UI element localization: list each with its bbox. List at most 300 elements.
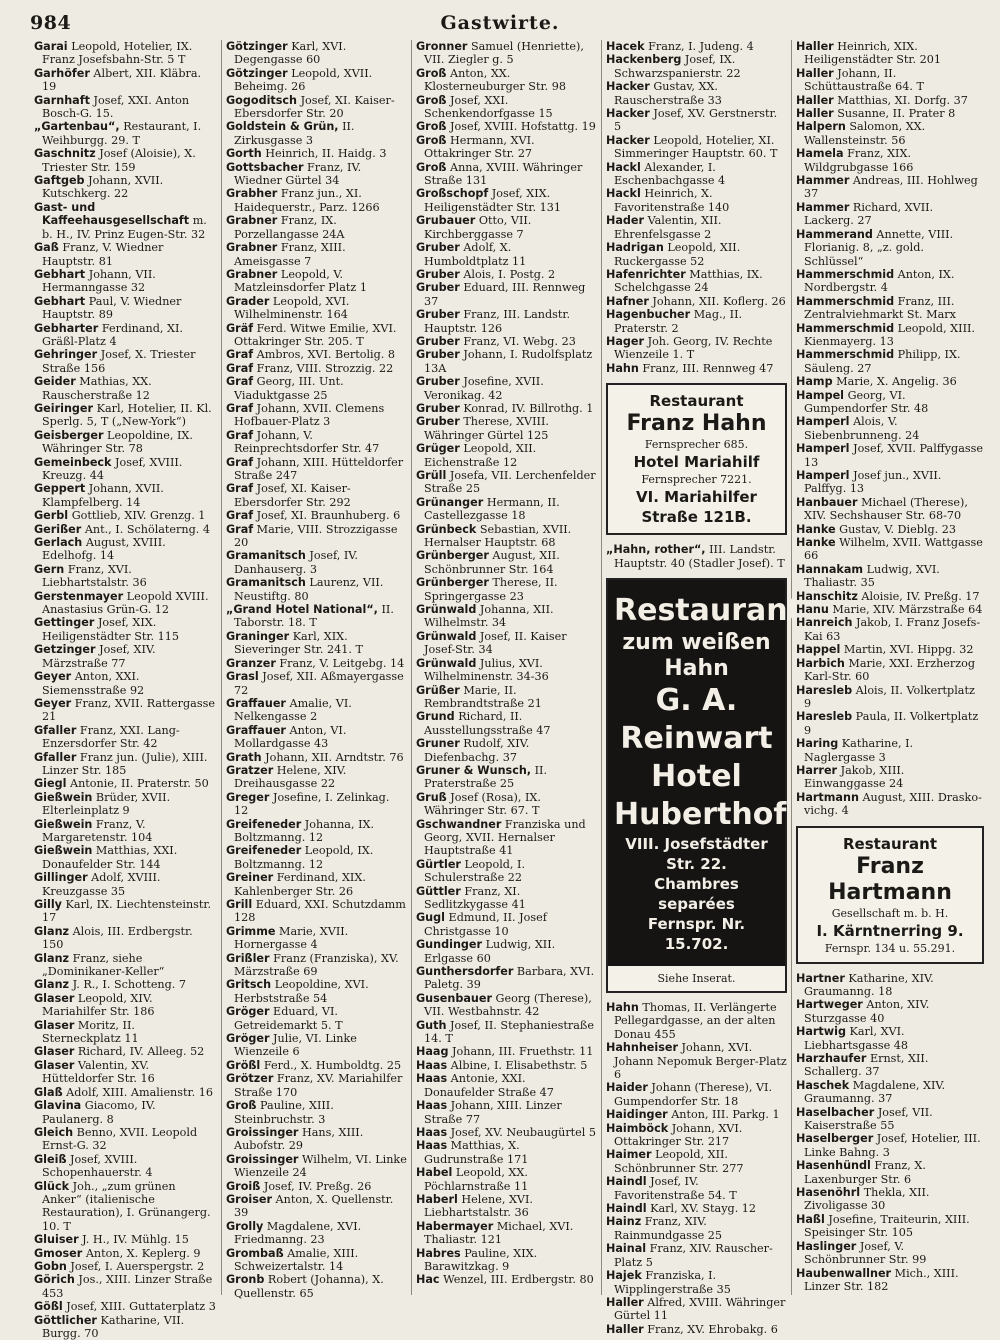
entry-details: Otto, VII. Kirchberggasse 7 <box>424 214 532 241</box>
entry-name: Grißler <box>226 951 270 965</box>
entry-name: Groiß <box>226 1179 261 1193</box>
entry-name: Grader <box>226 294 270 308</box>
directory-entry <box>226 751 407 764</box>
directory-entry <box>796 972 984 999</box>
entry-details: Leopoldine, XVI. Herbststraße 54 <box>234 978 369 1005</box>
entry-name: Glaser <box>34 1018 75 1032</box>
entry-name: Hamp <box>796 375 833 389</box>
entry-details: J. R., I. Schotteng. 7 <box>69 978 187 992</box>
entry-name: Gießwein <box>34 844 93 858</box>
directory-entry <box>34 322 217 349</box>
entry-details: Restaurant, I. Weihburgg. 29. T <box>42 120 202 147</box>
entry-details: Josef, XIV. Märzstraße 77 <box>42 643 156 670</box>
entry-details: Leopold, IX. Boltzmanng. 12 <box>234 844 374 871</box>
entry-name: Grötzer <box>226 1072 274 1086</box>
entry-details: Johann, XVII. Klampfelberg. 14 <box>42 482 164 509</box>
entry-details: Josef, XIX. Heiligenstädter Str. 131 <box>424 187 561 214</box>
entry-details: Therese, XVIII. Währinger Gürtel 125 <box>424 415 549 442</box>
entry-details: Heinrich, X. Favoritenstraße 140 <box>614 187 730 214</box>
entry-details: Franz, siehe „Dominikaner-Keller“ <box>42 951 165 979</box>
entry-name: Hajek <box>606 1269 642 1283</box>
entry-name: Gfaller <box>34 723 77 737</box>
entry-details: Johann, XVI. Johann Nepomuk Berger-Platz 6 <box>614 1041 787 1081</box>
directory-entry <box>796 201 984 228</box>
entry-details: Barbara, XVI. Paletg. 39 <box>424 965 595 992</box>
entry-name: „Hahn, rother“, <box>606 543 706 557</box>
entry-details: Marie, II. Rembrandtstraße 21 <box>424 683 542 710</box>
entry-details: Josef, Hotelier, III. Linke Bahng. 3 <box>804 1132 981 1159</box>
entry-details: Leopold, Hotelier, IX. Franz Josefsbahn-Str. 5 T <box>42 40 193 67</box>
entry-name: Haring <box>796 737 839 751</box>
directory-columns <box>30 40 988 1340</box>
entry-details: Antonie, II. Praterstr. 50 <box>66 777 209 791</box>
directory-entry <box>34 456 217 483</box>
entry-name: Hanke <box>796 522 836 536</box>
entry-details: Matthias, XXI. Donaufelder Str. 144 <box>42 844 178 871</box>
entry-details: Edmund, II. Josef Christgasse 10 <box>424 911 547 938</box>
directory-entry <box>416 791 597 818</box>
entry-name: Haas <box>416 1072 448 1086</box>
directory-entry <box>34 429 217 456</box>
entry-details: Alexander, I. Eschenbachgasse 4 <box>614 160 726 188</box>
entry-details: Josef, XVIII. Schopenhauerstr. 4 <box>42 1152 153 1180</box>
ad-hahn-phone2: Fernsprecher 7221. <box>641 473 752 487</box>
directory-entry <box>226 844 407 871</box>
directory-entry <box>416 1166 597 1193</box>
entry-details: II. Praterstraße 25 <box>424 763 548 791</box>
entry-name: Glanz <box>34 924 70 938</box>
ad-franz-hahn <box>606 383 787 535</box>
entry-name: Hager <box>606 334 645 348</box>
directory-entry <box>416 161 597 188</box>
entry-details: Samuel (Henriette), VII. Ziegler g. 5 <box>424 40 584 67</box>
directory-entry <box>796 616 984 643</box>
entry-details: Andreas, III. Hohlweg 37 <box>804 174 978 201</box>
entry-details: Johann, III. Fruethstr. 11 <box>448 1045 594 1059</box>
entry-name: Graf <box>226 455 254 469</box>
entry-details: Leopold, XIII. Kienmayerg. 13 <box>804 321 975 348</box>
directory-entry <box>34 1273 217 1300</box>
directory-entry <box>34 992 217 1019</box>
entry-details: Helene, XVI. Liebhartstalstr. 36 <box>424 1192 533 1220</box>
directory-entry <box>606 40 787 53</box>
directory-entry <box>416 241 597 268</box>
entry-details: Thomas, II. Verlängerte Pellegardgasse, an der alten Donau 455 <box>614 1000 777 1041</box>
entry-name: Geider <box>34 375 76 389</box>
directory-entry <box>34 402 217 429</box>
entry-name: Gehringer <box>34 348 98 362</box>
directory-entry <box>416 818 597 858</box>
directory-entry <box>796 643 984 656</box>
entry-details: Josefa, VII. Lerchenfelder Straße 25 <box>424 469 596 496</box>
entry-details: Hans, XIII. Aubofstr. 29 <box>234 1125 364 1153</box>
directory-entry <box>226 429 407 456</box>
directory-entry <box>796 1240 984 1267</box>
directory-entry <box>416 737 597 764</box>
directory-entry <box>34 120 217 147</box>
directory-entry <box>226 764 407 791</box>
entry-name: Haubenwallner <box>796 1266 892 1280</box>
entry-details: Karl, XV. Stayg. 12 <box>646 1202 757 1216</box>
directory-entry <box>34 147 217 174</box>
entry-name: Gratzer <box>226 763 274 777</box>
directory-entry <box>34 643 217 670</box>
entry-details: II. Taborstr. 18. T <box>234 603 394 630</box>
entry-details: Ferdinand, XI. Gräßl-Platz 4 <box>42 321 183 348</box>
entry-name: Geiringer <box>34 401 94 415</box>
entry-details: Laurenz, VII. Neustiftg. 80 <box>234 576 384 603</box>
directory-entry <box>34 241 217 268</box>
entry-details: Matthias, X. Gudrunstraße 171 <box>424 1139 529 1166</box>
entry-name: Graf <box>226 522 254 536</box>
directory-entry <box>796 348 984 375</box>
entry-details: Johann, XIII. Linzer Straße 77 <box>424 1099 562 1126</box>
entry-name: Haller <box>606 1295 644 1309</box>
entry-name: Hadrigan <box>606 241 664 255</box>
directory-entry <box>226 603 407 630</box>
entry-details: Michael, XVI. Thaliastr. 121 <box>424 1219 574 1247</box>
entry-details: Leopold, XVII. Beheimg. 26 <box>234 66 373 94</box>
directory-entry <box>34 1086 217 1099</box>
entry-name: Hartwig <box>796 1025 846 1039</box>
entry-name: Grünberger <box>416 576 489 590</box>
entry-details: Aloisie, IV. Preßg. 17 <box>857 589 980 603</box>
entry-details: Franz, V. Margaretenstr. 104 <box>42 817 153 844</box>
entry-details: Anton, XIV. Sturzgasse 40 <box>804 998 930 1025</box>
entry-details: Franz, XV. Mariahilfer Straße 170 <box>234 1072 403 1099</box>
entry-name: Habres <box>416 1246 461 1260</box>
entry-details: J. H., IV. Mühlg. 15 <box>78 1233 189 1247</box>
entry-name: Haindl <box>606 1202 647 1216</box>
entry-name: Hacek <box>606 40 645 53</box>
entry-name: Graf <box>226 509 254 523</box>
entry-name: Gröger <box>226 1032 270 1046</box>
directory-entry <box>34 1099 217 1126</box>
entry-name: Grünwald <box>416 656 477 670</box>
entry-name: Gruber <box>416 241 460 255</box>
directory-entry <box>34 40 217 67</box>
entry-name: Geyer <box>34 670 72 684</box>
directory-entry <box>226 1072 407 1099</box>
entry-details: Franz, V. Wiedner Hauptstr. 81 <box>42 241 164 268</box>
entry-details: II. Zirkusgasse 3 <box>234 120 355 147</box>
entry-details: Susanne, II. Prater 8 <box>833 107 956 121</box>
entry-name: Granzer <box>226 656 276 670</box>
entry-details: Johann, XII. Arndtstr. 76 <box>261 750 404 764</box>
ad-hartmann-name: Franz Hartmann <box>828 853 952 905</box>
directory-entry <box>416 911 597 938</box>
directory-entry <box>416 764 597 791</box>
entry-details: Gottlieb, XIV. Grenzg. 1 <box>68 509 206 523</box>
entry-details: Eduard, III. Rennweg 37 <box>424 281 586 308</box>
directory-entry <box>606 543 787 570</box>
entry-details: Anton, IX. Nordbergstr. 4 <box>804 267 955 295</box>
entry-name: Gettinger <box>34 616 95 630</box>
entry-details: Hermann, XVI. Ottakringer Str. 27 <box>424 133 535 161</box>
directory-entry <box>416 576 597 603</box>
entry-name: Greiner <box>226 871 274 885</box>
entry-details: Franz, IV. Wiedner Gürtel 34 <box>234 160 362 188</box>
directory-entry <box>796 268 984 295</box>
entry-details: Franz, I. Judeng. 4 <box>644 40 754 53</box>
entry-name: Haresleb <box>796 683 853 697</box>
entry-name: Haberl <box>416 1192 458 1206</box>
entry-name: Gottsbacher <box>226 160 304 174</box>
directory-entry <box>226 1099 407 1126</box>
directory-entry <box>796 998 984 1025</box>
page-title: Gastwirte. <box>440 12 560 34</box>
entry-name: Giegl <box>34 777 67 791</box>
entry-details: Adolf, XVIII. Kreuzgasse 35 <box>42 871 161 898</box>
entry-name: Groß <box>416 160 447 174</box>
entry-name: Gemeinbeck <box>34 455 112 469</box>
entry-name: Gruber <box>416 401 460 415</box>
entry-name: Haßl <box>796 1212 825 1226</box>
entry-details: Johann, XVII. Clemens Hofbauer-Platz 3 <box>234 401 385 429</box>
entry-details: Ferd. Witwe Emilie, XVI. Ottakringer Str. 205. T <box>234 321 397 348</box>
entry-details: Annette, VIII. Florianig. 8, „z. gold. Schlüssel“ <box>804 227 954 268</box>
directory-entry <box>226 576 407 603</box>
directory-entry <box>226 697 407 724</box>
entry-details: m. b. H., IV. Prinz Eugen-Str. 32 <box>42 214 207 241</box>
directory-entry <box>226 509 407 522</box>
entry-details: Georg (Therese), VII. Westbahnstr. 42 <box>424 991 592 1019</box>
directory-entry <box>34 590 217 617</box>
entry-details: Josef, XVIII. Kreuzg. 44 <box>42 455 183 482</box>
directory-entry <box>796 496 984 523</box>
directory-entry <box>796 1079 984 1106</box>
entry-name: Hammer <box>796 174 850 188</box>
entry-name: Grünwald <box>416 603 477 617</box>
entry-details: Helene, XIV. Dreihausgasse 22 <box>234 763 347 791</box>
entry-details: Josef, II. Stephaniestraße 14. T <box>424 1018 594 1046</box>
entry-details: Karl, XIX. Sieveringer Str. 241. T <box>234 629 363 657</box>
entry-name: Hafenrichter <box>606 267 686 281</box>
entry-details: Josef, XIII. Guttaterplatz 3 <box>62 1300 216 1314</box>
entry-name: Greifeneder <box>226 844 302 858</box>
directory-entry <box>226 549 407 576</box>
directory-entry <box>34 925 217 952</box>
directory-entry <box>416 268 597 281</box>
entry-details: Johanna, IX. Boltzmanng. 12 <box>234 817 375 844</box>
directory-entry <box>796 536 984 563</box>
entry-details: Jakob, XIII. Einwanggasse 24 <box>804 763 905 791</box>
directory-entry <box>606 1108 787 1121</box>
entry-details: Marie, XXI. Erzherzog Karl-Str. 60 <box>804 656 976 684</box>
entry-name: Hartweger <box>796 998 863 1012</box>
directory-entry <box>226 67 407 94</box>
directory-entry <box>226 295 407 322</box>
directory-entry <box>226 630 407 657</box>
entry-details: Josef, II. Kaiser Josef-Str. 34 <box>424 629 567 657</box>
directory-entry <box>34 751 217 778</box>
entry-name: Glaser <box>34 991 75 1005</box>
entry-name: Hanbauer <box>796 495 858 509</box>
entry-name: Gruner <box>416 737 460 751</box>
ad-hartmann-restaurant: Restaurant <box>843 834 937 853</box>
entry-name: Hahn <box>606 361 639 375</box>
directory-entry <box>226 187 407 214</box>
entry-name: Gruner & Wunsch, <box>416 763 532 777</box>
column-5 <box>792 40 988 1295</box>
entry-details: Therese, II. Springergasse 23 <box>424 576 558 603</box>
entry-details: Leopold, XII. Eichenstraße 12 <box>424 442 537 469</box>
entry-details: Leopold, Hotelier, XI. Simmeringer Hauptstr. 60. T <box>614 133 778 161</box>
directory-entry <box>606 295 787 308</box>
entry-name: Haindl <box>606 1175 647 1189</box>
entry-name: Garai <box>34 40 68 53</box>
directory-entry <box>606 362 787 375</box>
entry-name: Gröger <box>226 1005 270 1019</box>
directory-entry <box>796 375 984 388</box>
entry-details: Alois, V. Siebenbrunneng. 24 <box>804 415 920 442</box>
entry-details: Marie, VIII. Strozzigasse 20 <box>234 522 398 550</box>
directory-entry <box>606 80 787 107</box>
directory-entry <box>796 590 984 603</box>
entry-name: Glaser <box>34 1045 75 1059</box>
entry-name: Grill <box>226 898 253 911</box>
entry-details: Johann, V. Reinprechtsdorfer Str. 47 <box>234 428 380 456</box>
entry-details: Leopold, XII. Schönbrunner Str. 277 <box>614 1148 744 1175</box>
entry-name: Grund <box>416 710 455 724</box>
directory-entry <box>796 228 984 268</box>
entry-details: Adolf, XIII. Amalienstr. 16 <box>62 1085 213 1099</box>
entry-name: Graninger <box>226 629 290 643</box>
ad-reinwart-restaurant: Restaurant <box>614 592 802 628</box>
entry-details: Franz, III. Zentralviehmarkt St. Marx <box>804 294 956 322</box>
directory-entry <box>416 885 597 912</box>
directory-entry <box>226 94 407 121</box>
entry-name: Harzhaufer <box>796 1052 867 1065</box>
entry-details: Marie, XVII. Hornergasse 4 <box>234 924 349 952</box>
entry-details: Paul, V. Wiedner Hauptstr. 89 <box>42 294 182 322</box>
ad-reinwart <box>606 578 802 993</box>
entry-details: Michael (Therese), XIV. Sechshauser Str. 68-70 <box>804 495 968 523</box>
ad-reinwart-phone: Fernspr. Nr. 15.702. <box>647 914 746 953</box>
entry-details: Karl, XVI. Liebhartsgasse 48 <box>804 1025 908 1052</box>
entry-name: Hacker <box>606 107 650 121</box>
entry-details: Katharine, I. Naglergasse 3 <box>804 737 914 764</box>
entry-name: Gronner <box>416 40 468 53</box>
entry-details: Amalie, XIII. Schweizertalstr. 14 <box>234 1246 359 1273</box>
entry-name: Hahnheiser <box>606 1041 678 1055</box>
entry-details: Leopold, XVI. Wilhelminenstr. 164 <box>234 294 350 322</box>
directory-entry <box>416 1019 597 1046</box>
entry-details: Albine, I. Elisabethstr. 5 <box>447 1058 588 1072</box>
directory-entry <box>34 1233 217 1246</box>
directory-entry <box>34 536 217 563</box>
entry-name: Harrer <box>796 763 838 777</box>
entry-name: Gerbl <box>34 509 69 523</box>
entry-details: Katharine, VII. Burgg. 70 <box>42 1313 185 1340</box>
entry-details: Josef, XXI. Schenkendorfgasse 15 <box>424 93 553 121</box>
directory-entry <box>796 603 984 616</box>
entry-details: Albert, XII. Kläbra. 19 <box>42 66 202 94</box>
directory-entry <box>34 697 217 724</box>
entry-details: Heinrich, XIX. Heiligenstädter Str. 201 <box>804 40 941 67</box>
entry-name: Gschwandner <box>416 817 502 831</box>
directory-entry <box>226 670 407 697</box>
directory-entry <box>34 295 217 322</box>
directory-entry <box>796 1213 984 1240</box>
entry-details: Franz, IX. Porzellangasse 24A <box>234 214 345 241</box>
directory-entry <box>226 898 407 925</box>
entry-details: Benno, XVII. Leopold Ernst-G. 32 <box>42 1125 198 1153</box>
entry-name: Gunthersdorfer <box>416 965 514 979</box>
directory-entry <box>416 1220 597 1247</box>
entry-details: Anton, X. Quellenstr. 39 <box>234 1192 394 1220</box>
directory-entry <box>34 375 217 402</box>
directory-entry <box>416 1247 597 1274</box>
entry-name: Hainz <box>606 1215 642 1229</box>
directory-entry <box>226 147 407 160</box>
ad-hahn-phone: Fernsprecher 685. <box>644 438 749 452</box>
directory-entry <box>796 1052 984 1079</box>
entry-details: Josefine, Traiteurin, XIII. Speisinger Str. 105 <box>804 1212 970 1240</box>
entry-name: Gronb <box>226 1273 265 1287</box>
directory-entry <box>606 241 787 268</box>
directory-entry <box>796 1186 984 1213</box>
entry-details: Karl, IX. Liechtensteinstr. 17 <box>42 898 212 925</box>
entry-details: August, XII. Schönbrunner Str. 164 <box>424 549 560 576</box>
entry-details: Josef, XII. Aßmayergasse 72 <box>234 670 404 697</box>
entry-name: Haselberger <box>796 1132 874 1146</box>
entry-name: Görich <box>34 1273 75 1287</box>
directory-entry <box>416 992 597 1019</box>
directory-entry <box>226 375 407 402</box>
entry-name: Geppert <box>34 482 86 496</box>
entry-details: Giacomo, IV. Paulanerg. 8 <box>42 1099 156 1126</box>
entry-name: Graf <box>226 482 254 496</box>
entry-details: Johann, XII. Koflerg. 26 <box>648 294 786 308</box>
entry-details: Leopold, I. Schulerstraße 22 <box>424 857 526 885</box>
entry-name: Grasl <box>226 670 259 684</box>
directory-entry <box>226 1220 407 1247</box>
entry-name: Haimböck <box>606 1121 669 1135</box>
entry-name: „Grand Hotel National“, <box>226 603 378 617</box>
entry-name: Gaftgeb <box>34 174 85 188</box>
directory-entry <box>416 187 597 214</box>
entry-name: Haller <box>796 40 834 53</box>
directory-entry <box>416 1072 597 1099</box>
directory-entry <box>226 161 407 188</box>
entry-name: Grünbeck <box>416 522 477 536</box>
entry-name: Haas <box>416 1139 448 1153</box>
directory-entry <box>796 469 984 496</box>
directory-entry <box>226 40 407 67</box>
directory-entry <box>796 737 984 764</box>
entry-details: Franz, XI. Sedlitzkygasse 41 <box>424 884 526 911</box>
entry-name: Graffauer <box>226 696 286 710</box>
entry-details: Sebastian, XVII. Hernalser Hauptstr. 68 <box>424 522 572 550</box>
entry-details: Matthias, XI. Dorfg. 37 <box>833 93 968 107</box>
directory-entry <box>416 1193 597 1220</box>
entry-name: Grüll <box>416 469 447 482</box>
entry-details: Franz, V. Leitgebg. 14 <box>275 656 405 670</box>
directory-entry <box>34 724 217 751</box>
directory-entry <box>416 415 597 442</box>
directory-entry <box>416 375 597 402</box>
directory-entry <box>34 268 217 295</box>
entry-details: Georg, VI. Gumpendorfer Str. 48 <box>804 388 929 415</box>
entry-name: Graf <box>226 375 254 389</box>
directory-entry <box>226 1273 407 1300</box>
entry-name: Gillinger <box>34 871 88 885</box>
entry-details: Konrad, IV. Billrothg. 1 <box>459 401 594 415</box>
entry-details: Martin, XVI. Hippg. 32 <box>840 643 974 657</box>
entry-name: Güttler <box>416 884 461 898</box>
entry-name: Glück <box>34 1179 70 1193</box>
